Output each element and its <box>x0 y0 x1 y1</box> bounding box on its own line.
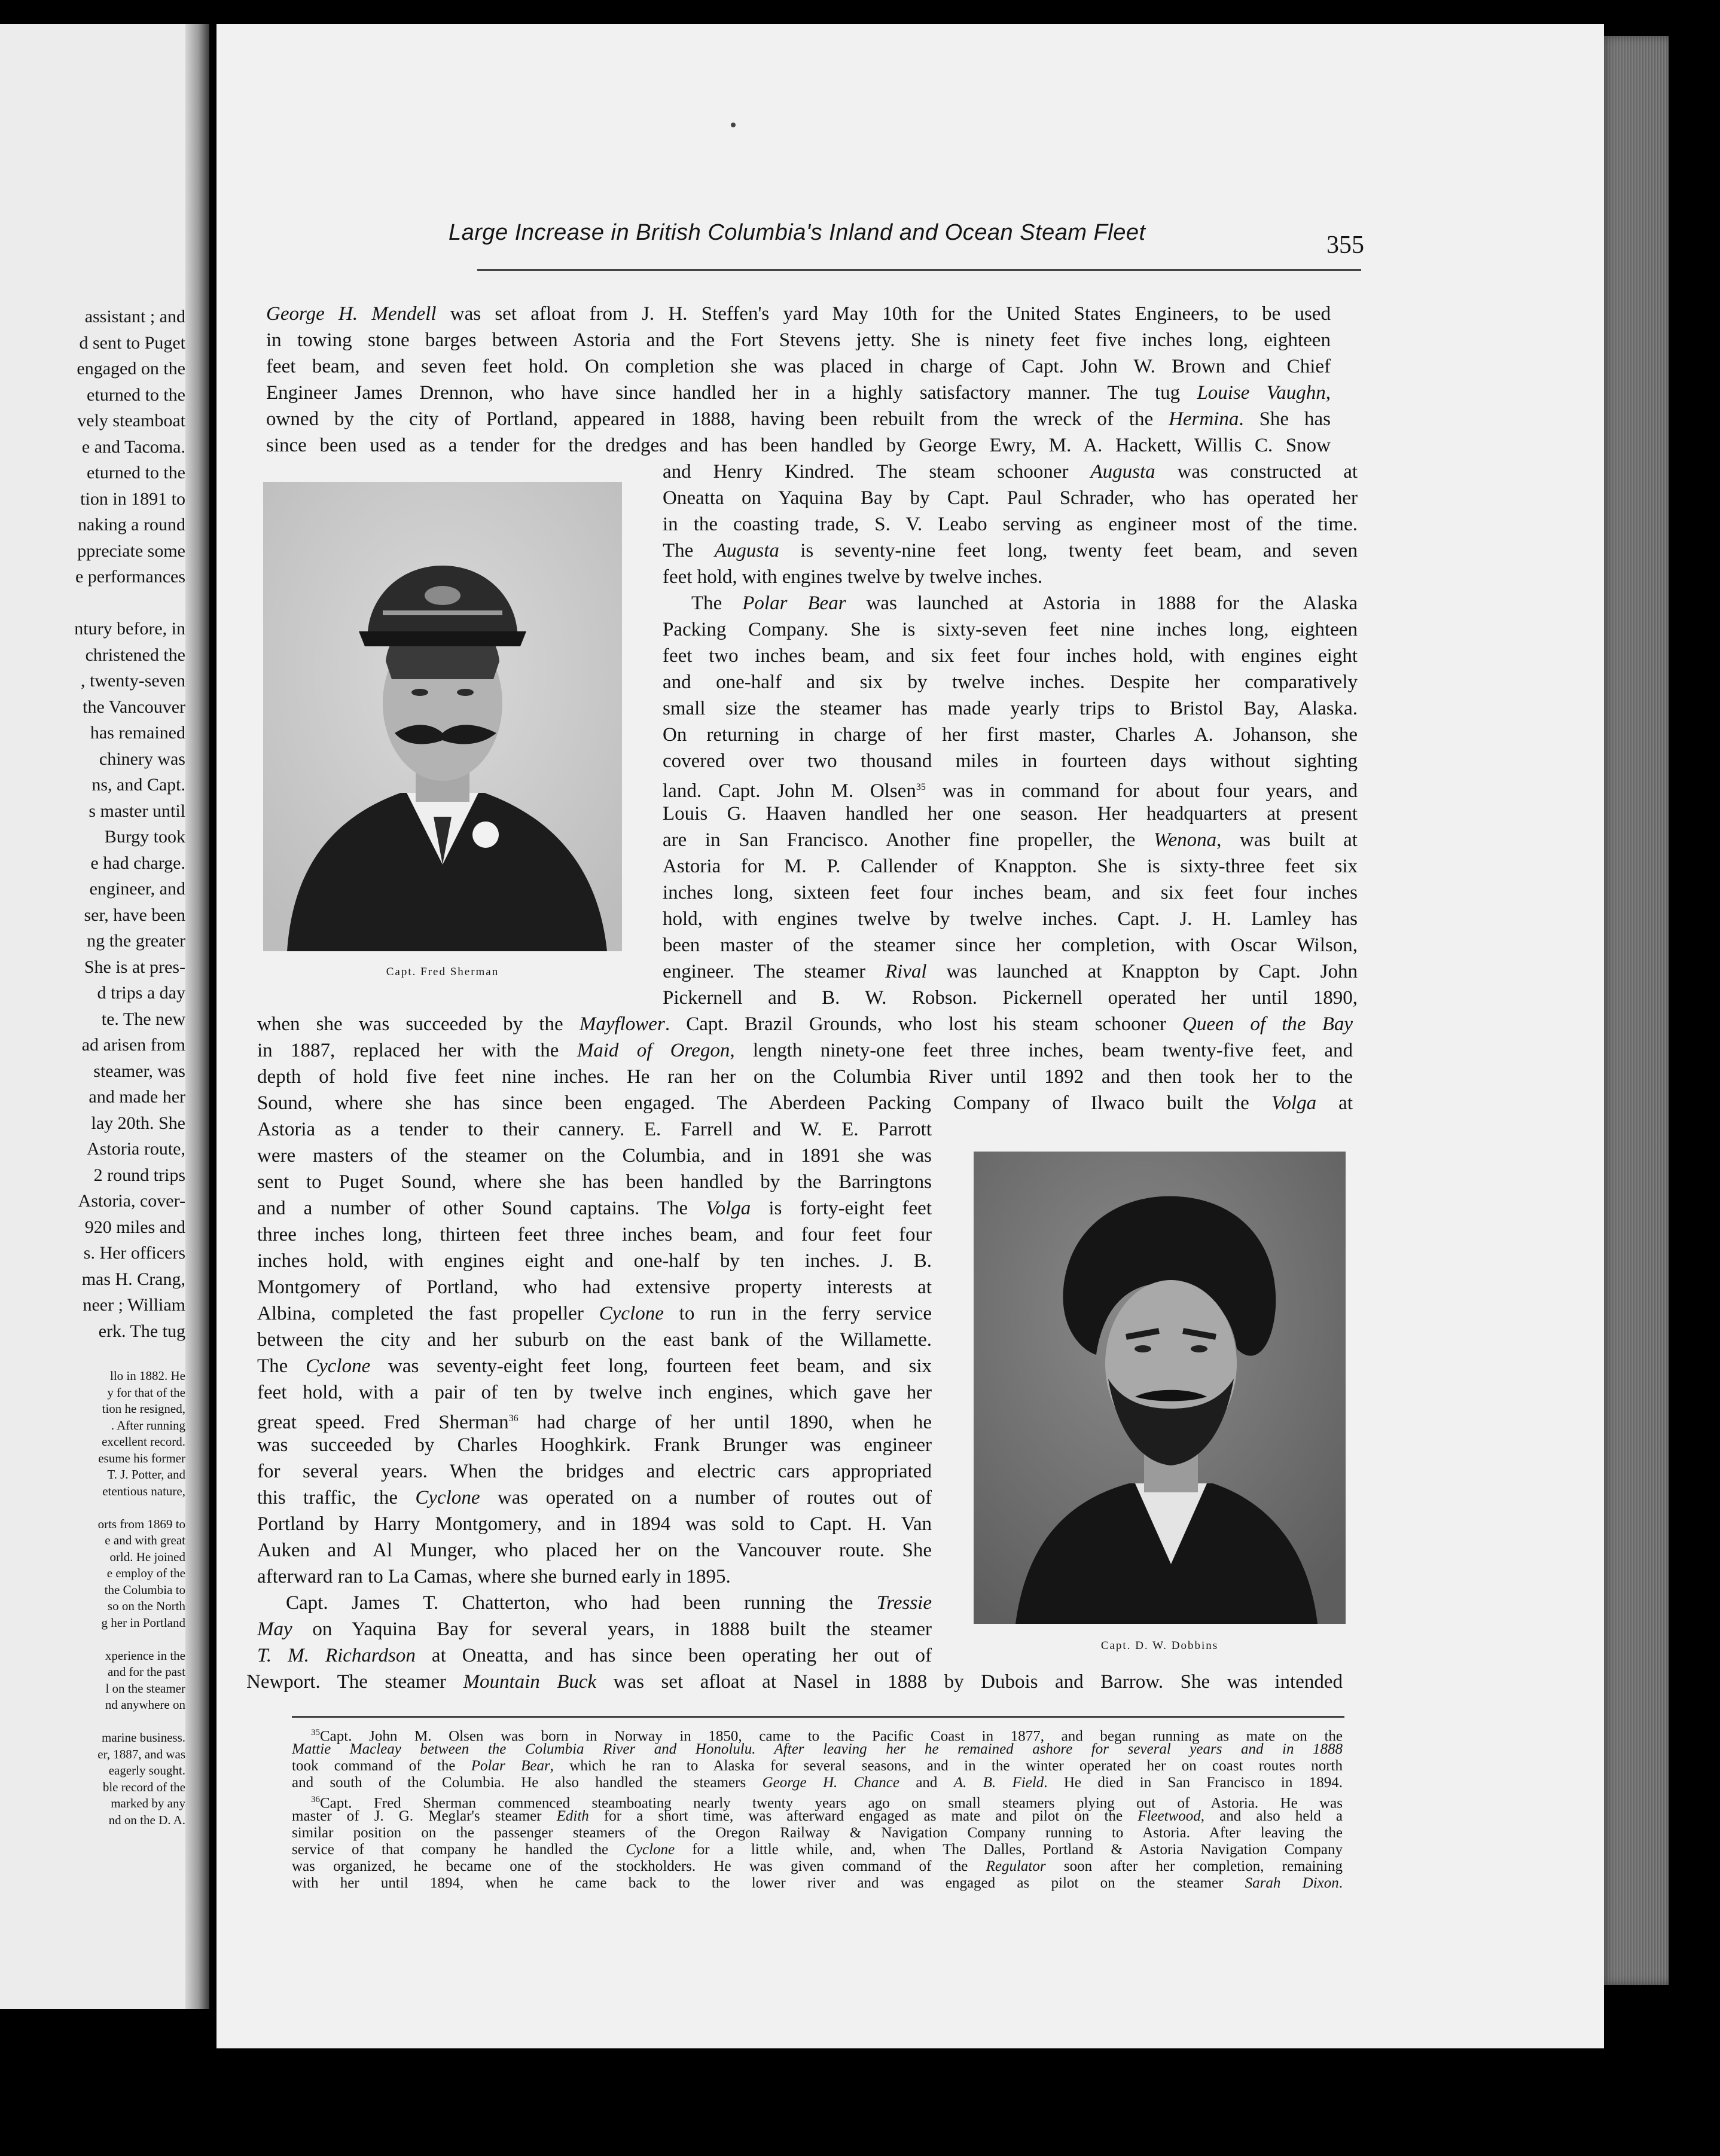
body-text: three inches long, thirteen feet three inches beam, and four feet four <box>257 1224 932 1245</box>
vessel-name: Cyclone <box>306 1355 371 1377</box>
body-text: were masters of the steamer on the Columbia, and in 1891 she was <box>257 1145 932 1166</box>
body-text: are in San Francisco. Another fine propeller, the <box>663 829 1154 851</box>
left-page-line: , twenty-seven <box>81 671 185 691</box>
footnote-marker: 35 <box>916 782 926 792</box>
body-line <box>257 1433 932 1457</box>
body-line <box>663 881 1358 905</box>
body-text: Packing Company. She is sixty-seven feet nine inches long, eighteen <box>663 619 1358 640</box>
body-line <box>257 1065 1353 1089</box>
body-text: Astoria for M. P. Callender of Knappton. She is sixty-three feet six <box>663 856 1358 877</box>
body-line <box>663 933 1358 957</box>
body-text: is seventy-nine feet long, twenty feet beam, and seven <box>779 540 1358 561</box>
book-gutter <box>185 24 209 2009</box>
body-line <box>663 723 1358 747</box>
left-page-line: te. The new <box>101 1009 185 1029</box>
vessel-name: Sarah Dixon <box>1245 1875 1339 1891</box>
left-page-line: d trips a day <box>97 983 185 1003</box>
body-text: was set afloat at Nasel in 1888 by Dubois and Barrow. She was intended <box>596 1671 1343 1693</box>
body-line <box>257 1091 1353 1115</box>
page-stack-edge <box>1598 36 1669 1985</box>
body-line <box>246 1670 1343 1694</box>
left-page-line: ng the greater <box>87 931 185 951</box>
body-line <box>663 986 1358 1010</box>
body-text: Louis G. Haaven handled her one season. Her headquarters at present <box>663 803 1358 824</box>
footnote-text: and <box>899 1775 954 1791</box>
vessel-name: T. M. Richardson <box>257 1645 416 1666</box>
body-line <box>257 1407 932 1434</box>
body-line <box>257 1486 932 1510</box>
body-line <box>257 1223 932 1247</box>
body-text: land. Capt. John M. Olsen <box>663 780 916 802</box>
body-text: in the coasting trade, S. V. Leabo serving as engineer most of the time. <box>663 514 1358 535</box>
body-line <box>257 1354 932 1378</box>
body-line <box>663 565 1358 589</box>
left-page-line: eturned to the <box>87 463 185 482</box>
left-page-line: christened the <box>85 645 185 665</box>
caption-fred-sherman: Capt. Fred Sherman <box>386 966 499 978</box>
page-number: 355 <box>1326 231 1364 259</box>
body-text: this traffic, the <box>257 1487 416 1508</box>
body-text: was succeeded by Charles Hooghkirk. Frank Brunger was engineer <box>257 1434 932 1456</box>
vessel-name: Rival <box>885 961 927 982</box>
left-page-line: the Vancouver <box>83 697 185 717</box>
left-page-note-line: nd on the D. A. <box>108 1812 185 1827</box>
vessel-name: Louise Vaughn <box>1197 382 1326 404</box>
body-text: at Oneatta, and has since been operating her out of <box>415 1645 932 1666</box>
body-text: inches hold, with engines eight and one-half by ten inches. J. B. <box>257 1250 932 1272</box>
left-page-note-line: e employ of the <box>106 1566 185 1580</box>
body-text: Newport. The steamer <box>246 1671 463 1693</box>
left-page-note-line: the Columbia to <box>104 1582 185 1597</box>
portrait-fred-sherman <box>263 482 622 951</box>
footnote-rule <box>292 1716 1344 1718</box>
left-page-note-line: esume his former <box>98 1450 185 1465</box>
vessel-name: between the Columbia River and Honolulu. After leaving her he remained ashore for several years and in 1888 <box>401 1741 1343 1757</box>
footnote-line <box>292 1809 1343 1824</box>
footnote-line <box>292 1842 1343 1858</box>
left-page-note-line: tion he resigned, <box>102 1401 185 1416</box>
body-text: is forty-eight feet <box>751 1198 932 1219</box>
footnote-text: . <box>1338 1875 1343 1891</box>
footnote-text: with her until 1894, when he came back to the lower river and was engaged as pilot on the steamer <box>292 1875 1245 1891</box>
left-page-line: lay 20th. She <box>91 1113 185 1133</box>
body-text: , length ninety-one feet three inches, beam twenty-five feet, and <box>730 1040 1353 1061</box>
footnote-text: for a short time, was afterward engaged as mate and pilot on the <box>588 1808 1138 1824</box>
body-text: hold, with engines twelve by twelve inches. Capt. J. H. Lamley has <box>663 908 1358 930</box>
left-page-line: Astoria, cover- <box>78 1191 185 1211</box>
vessel-name: Edith <box>556 1808 589 1824</box>
portrait-dw-dobbins-image <box>974 1152 1346 1624</box>
body-text: was in command for about four years, and <box>925 780 1358 802</box>
body-text: since been used as a tender for the dredges and has been handled by George Ewry, M. A. Hackett, Willis C. Snow <box>266 435 1331 456</box>
body-text: small size the steamer has made yearly trips to Bristol Bay, Alaska. <box>663 698 1358 719</box>
body-line <box>266 381 1331 405</box>
body-text: inches long, sixteen feet four inches beam, and six feet four inches <box>663 882 1358 903</box>
body-text: . Capt. Brazil Grounds, who lost his steam schooner <box>664 1013 1183 1035</box>
footnote-text: and south of the Columbia. He also handled the steamers <box>292 1775 763 1791</box>
left-page-note-line: e and with great <box>105 1533 185 1547</box>
vessel-name: May <box>257 1618 292 1640</box>
left-page-line: e performances <box>75 567 185 587</box>
left-page-line: ad arisen from <box>81 1035 185 1055</box>
body-text: feet two inches beam, and six feet four inches hold, with engines eight <box>663 645 1358 667</box>
body-line <box>257 1144 932 1168</box>
left-facing-page <box>0 24 190 2009</box>
body-line <box>663 670 1358 694</box>
body-line <box>257 1196 932 1220</box>
vessel-name: Augusta <box>1090 461 1155 482</box>
body-text: at <box>1316 1092 1353 1114</box>
left-page-note-line: excellent record. <box>102 1434 185 1449</box>
left-page-note-line: l on the steamer <box>105 1681 185 1696</box>
left-page-line: eturned to the <box>87 384 185 405</box>
body-line <box>663 749 1358 773</box>
footnote-text: , which he ran to Alaska for several seasons, and in the winter operated her on coast routes north <box>550 1758 1343 1774</box>
body-text: Montgomery of Portland, who had extensive property interests at <box>257 1277 932 1298</box>
footnote-text: , and also held a <box>1200 1808 1343 1824</box>
body-text: and Henry Kindred. The steam schooner <box>663 461 1091 482</box>
body-line <box>663 775 1358 803</box>
portrait-fred-sherman-image <box>263 482 622 951</box>
footnote-text: master of J. G. Meglar's steamer <box>292 1808 557 1824</box>
footnote-text: for a little while, and, when The Dalles, Portland & Astoria Navigation Company <box>675 1842 1343 1858</box>
left-page-line: She is at pres- <box>84 957 185 977</box>
left-page-line: 2 round trips <box>93 1165 185 1185</box>
body-line <box>266 302 1331 326</box>
vessel-name: Cyclone <box>626 1842 675 1858</box>
body-text: feet beam, and seven feet hold. On completion she was placed in charge of Capt. John W. Brown and Chief <box>266 356 1331 377</box>
left-page-line: ntury before, in <box>74 619 185 639</box>
body-line <box>257 1117 932 1141</box>
body-text: when she was succeeded by the <box>257 1013 580 1035</box>
portrait-dw-dobbins <box>974 1152 1346 1624</box>
body-text: was constructed at <box>1155 461 1358 482</box>
body-line <box>663 512 1358 536</box>
body-text: on Yaquina Bay for several years, in 1888 built the steamer <box>292 1618 932 1640</box>
vessel-name: Wenona <box>1154 829 1217 851</box>
footnote-line <box>292 1742 1343 1757</box>
body-line <box>257 1381 932 1404</box>
body-line <box>257 1249 932 1273</box>
footnote-line <box>292 1775 1343 1791</box>
left-page-line: e and Tacoma. <box>81 436 185 457</box>
left-page-note-line: and for the past <box>107 1665 185 1679</box>
body-line <box>257 1565 932 1589</box>
left-page-note-line: marked by any <box>111 1796 185 1810</box>
body-line <box>257 1275 932 1299</box>
footnote-text: took command of the <box>292 1758 471 1774</box>
left-page-line: assistant ; and <box>84 307 185 326</box>
body-text: Astoria as a tender to their cannery. E. Farrell and W. E. Parrott <box>257 1119 932 1140</box>
body-text: afterward ran to La Camas, where she burned early in 1895. <box>257 1566 731 1587</box>
vessel-name: Cyclone <box>415 1487 480 1508</box>
body-line <box>257 1302 932 1326</box>
body-text: was seventy-eight feet long, fourteen feet beam, and six <box>370 1355 932 1377</box>
body-text: was operated on a number of routes out of <box>480 1487 932 1508</box>
body-line <box>663 854 1358 878</box>
left-page-note-line: llo in 1882. He <box>110 1369 185 1383</box>
left-page-line: has remained <box>90 723 185 743</box>
body-text: Albina, completed the fast propeller <box>257 1303 599 1324</box>
left-page-note-line: g her in Portland <box>101 1615 185 1630</box>
footnote-text: Capt. Fred Sherman commenced steamboating nearly twenty years ago on small steamers plying out of Astoria. He was <box>320 1795 1343 1812</box>
vessel-name: Polar Bear <box>471 1758 550 1774</box>
body-line <box>257 1012 1353 1036</box>
left-page-note-line: eagerly sought. <box>108 1763 185 1778</box>
left-page-line: naking a round <box>78 515 185 535</box>
left-page-note-line: marine business. <box>102 1730 185 1745</box>
body-line <box>663 697 1358 720</box>
body-text: for several years. When the bridges and electric cars appropriated <box>257 1461 932 1482</box>
body-text: . She has <box>1239 408 1331 430</box>
body-line <box>257 1644 932 1668</box>
left-page-line: e had charge. <box>90 853 185 873</box>
caption-dw-dobbins: Capt. D. W. Dobbins <box>1100 1639 1219 1652</box>
body-line <box>663 486 1358 510</box>
left-page-line: neer ; William <box>83 1295 185 1315</box>
footnote-line <box>292 1758 1343 1774</box>
body-line <box>266 328 1331 352</box>
footnote-text: . He died in San Francisco in 1894. <box>1044 1775 1343 1791</box>
footnote-line <box>292 1859 1343 1874</box>
left-page-line: steamer, was <box>93 1061 185 1081</box>
left-page-line: erk. The tug <box>98 1321 185 1341</box>
body-text: , was built at <box>1216 829 1358 851</box>
footnote-text: was organized, he became one of the stockholders. He was given command of the <box>292 1858 986 1874</box>
vessel-name: Augusta <box>714 540 779 561</box>
body-text: Oneatta on Yaquina Bay by Capt. Paul Schrader, who has operated her <box>663 487 1358 509</box>
body-text: feet hold, with a pair of ten by twelve inch engines, which gave her <box>257 1382 932 1403</box>
vessel-name: George H. Mendell <box>266 303 437 325</box>
left-page-line: Astoria route, <box>87 1139 185 1159</box>
left-page-line: ns, and Capt. <box>92 775 185 795</box>
body-line <box>257 1591 932 1615</box>
body-text: Sound, where she has since been engaged. The Aberdeen Packing Company of Ilwaco built the <box>257 1092 1271 1114</box>
left-page-line: and made her <box>89 1087 185 1107</box>
body-text: Portland by Harry Montgomery, and in 1894 was sold to Capt. H. Van <box>257 1513 932 1535</box>
body-text: engineer. The steamer <box>663 961 885 982</box>
footnote-marker: 36 <box>508 1413 519 1424</box>
footnote-line <box>292 1825 1343 1841</box>
body-line <box>266 407 1331 431</box>
body-text: feet hold, with engines twelve by twelve inches. <box>663 566 1043 588</box>
vessel-name: Fleetwood <box>1137 1808 1201 1824</box>
left-page-line: s. Her officers <box>83 1243 185 1263</box>
left-page-line: s master until <box>89 801 185 821</box>
body-line <box>266 355 1331 378</box>
left-page-line: 920 miles and <box>84 1217 185 1237</box>
running-head: Large Increase in British Columbia's Inland and Ocean Steam Fleet <box>449 220 1146 245</box>
body-text: in towing stone barges between Astoria and the Fort Stevens jetty. She is ninety feet five inches long, eighteen <box>266 329 1331 351</box>
body-line <box>257 1039 1353 1062</box>
body-text: and one-half and six by twelve inches. Despite her comparatively <box>663 671 1358 693</box>
vessel-name: Queen of the Bay <box>1182 1013 1353 1035</box>
vessel-name: Volga <box>1271 1092 1317 1114</box>
body-text: was set afloat from J. H. Steffen's yard May 10th for the United States Engineers, to be used <box>436 303 1331 325</box>
body-text: Auken and Al Munger, who placed her on the Vancouver route. She <box>257 1540 932 1561</box>
vessel-name: Mattie Macleay <box>292 1741 401 1757</box>
left-page-note-line: ble record of the <box>102 1779 185 1794</box>
vessel-name: Hermina <box>1169 408 1239 430</box>
page-speck <box>731 123 736 127</box>
vessel-name: Cyclone <box>599 1303 664 1324</box>
vessel-name: Volga <box>706 1198 751 1219</box>
left-page-line: ser, have been <box>84 905 185 925</box>
vessel-name: Mountain Buck <box>463 1671 597 1693</box>
vessel-name: Polar Bear <box>742 593 846 614</box>
body-text: depth of hold five feet nine inches. He ran her on the Columbia River until 1892 and then took her to the <box>257 1066 1353 1088</box>
body-text: Capt. James T. Chatterton, who had been running the <box>286 1592 877 1614</box>
body-text: between the city and her suburb on the east bank of the Willamette. <box>257 1329 932 1351</box>
body-line <box>663 618 1358 642</box>
left-page-line: d sent to Puget <box>79 332 185 353</box>
body-line <box>257 1512 932 1536</box>
footnote-number: 36 <box>311 1795 320 1804</box>
body-text: Engineer James Drennon, who have since handled her in a highly satisfactory manner. The tug <box>266 382 1197 404</box>
left-page-note-line: T. J. Potter, and <box>107 1467 185 1482</box>
left-page-note-line: y for that of the <box>107 1385 185 1400</box>
left-page-note-line: so on the North <box>107 1599 185 1613</box>
body-text: was launched at Knappton by Capt. John <box>926 961 1358 982</box>
body-line <box>257 1617 932 1641</box>
left-page-line: engaged on the <box>77 359 185 378</box>
left-page-line: chinery was <box>99 749 185 769</box>
body-line <box>663 539 1358 563</box>
left-page-line: vely steamboat <box>77 411 185 430</box>
body-line <box>663 644 1358 668</box>
footnote-text: similar position on the passenger steamers of the Oregon Railway & Navigation Company running to Astoria. After leaving the <box>292 1825 1343 1841</box>
body-line <box>663 591 1358 615</box>
footnote-text: soon after her completion, remaining <box>1045 1858 1343 1874</box>
footnote-text: service of that company he handled the <box>292 1842 626 1858</box>
body-text: was launched at Astoria in 1888 for the Alaska <box>846 593 1358 614</box>
body-text: to run in the ferry service <box>663 1303 932 1324</box>
footnote-line <box>292 1876 1343 1891</box>
body-text: The <box>691 593 743 614</box>
vessel-name: George H. Chance <box>762 1775 899 1791</box>
left-page-line: ppreciate some <box>77 540 185 561</box>
body-line <box>663 907 1358 931</box>
footnote-number: 35 <box>311 1728 320 1737</box>
body-line <box>663 828 1358 852</box>
body-text: covered over two thousand miles in fourteen days without sighting <box>663 750 1358 772</box>
body-line <box>257 1328 932 1352</box>
body-text: The <box>257 1355 306 1377</box>
left-page-note-line: orld. He joined <box>109 1549 185 1564</box>
header-rule <box>477 269 1361 271</box>
left-page-line: tion in 1891 to <box>80 488 185 509</box>
body-line <box>257 1538 932 1562</box>
left-page-note-line: nd anywhere on <box>105 1697 185 1712</box>
body-line <box>257 1459 932 1483</box>
body-line <box>266 433 1331 457</box>
left-page-line: mas H. Crang, <box>81 1269 185 1289</box>
body-line <box>257 1170 932 1194</box>
body-text: had charge of her until 1890, when he <box>518 1412 932 1433</box>
footnote-text: Capt. John M. Olsen was born in Norway in 1850, came to the Pacific Coast in 1877, and began running as mate on the <box>320 1728 1343 1745</box>
left-page-note-line: etentious nature, <box>102 1483 185 1498</box>
vessel-name: A. B. Field <box>953 1775 1044 1791</box>
left-page-line: Burgy took <box>104 827 185 847</box>
body-text: Pickernell and B. W. Robson. Pickernell operated her until 1890, <box>663 987 1358 1009</box>
body-text: , <box>1325 382 1331 404</box>
body-text: sent to Puget Sound, where she has been handled by the Barringtons <box>257 1171 932 1193</box>
left-page-line: engineer, and <box>89 879 185 899</box>
left-page-note-line: er, 1887, and was <box>97 1746 185 1761</box>
body-line <box>663 960 1358 984</box>
vessel-name: Tressie <box>876 1592 932 1614</box>
left-page-note-line: orts from 1869 to <box>97 1516 185 1531</box>
body-text: owned by the city of Portland, appeared in 1888, having been rebuilt from the wreck of the <box>266 408 1169 430</box>
vessel-name: Maid of Oregon <box>577 1040 730 1061</box>
body-line <box>663 460 1358 484</box>
left-page-note-line: . After running <box>111 1418 185 1433</box>
body-text: been master of the steamer since her completion, with Oscar Wilson, <box>663 935 1358 956</box>
vessel-name: Mayflower <box>579 1013 665 1035</box>
body-text: and a number of other Sound captains. The <box>257 1198 706 1219</box>
body-text: great speed. Fred Sherman <box>257 1412 509 1433</box>
body-line <box>663 802 1358 826</box>
left-page-note-line: xperience in the <box>105 1648 185 1663</box>
body-text: The <box>663 540 715 561</box>
body-text: On returning in charge of her first master, Charles A. Johanson, she <box>663 724 1358 746</box>
vessel-name: Regulator <box>986 1858 1046 1874</box>
body-text: in 1887, replaced her with the <box>257 1040 577 1061</box>
